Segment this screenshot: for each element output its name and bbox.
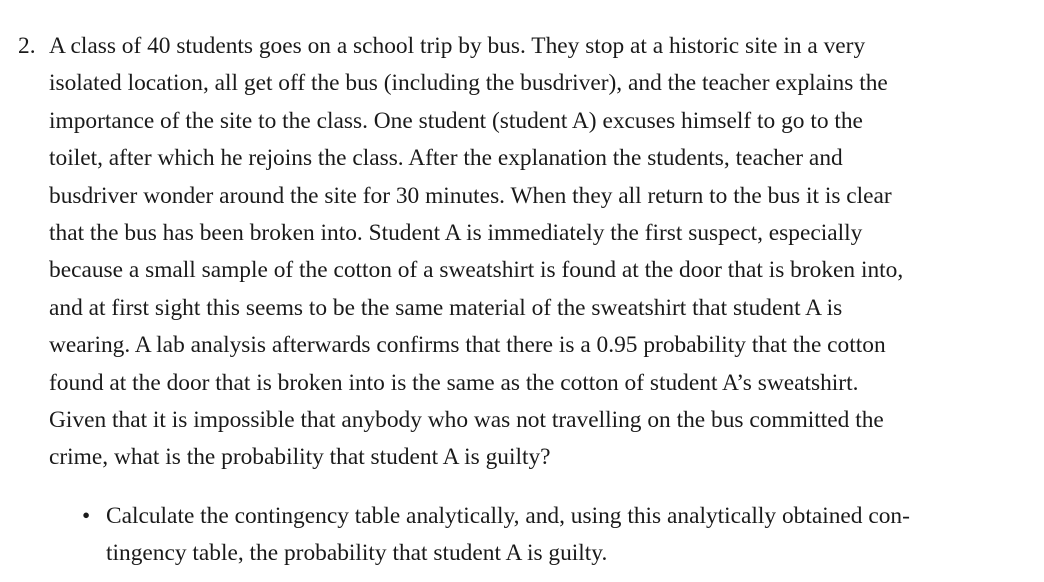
question-2 (18, 28, 1028, 477)
question-number: 2. (18, 33, 36, 59)
question-line: that the bus has been broken into. Student A is immediately the first suspect, especially (49, 220, 863, 247)
question-line: busdriver wonder around the site for 30 minutes. When they all return to the bus it is clear (49, 182, 892, 209)
question-line: and at first sight this seems to be the same material of the sweatshirt that student A is (49, 294, 843, 321)
question-line: found at the door that is broken into is the same as the cotton of student A’s sweatshirt. (49, 369, 859, 396)
task-bullet-list (76, 498, 1026, 573)
bullet-line: Calculate the contingency table analytically, and, using this analytically obtained con- (106, 503, 910, 529)
question-line: because a small sample of the cotton of a sweatshirt is found at the door that is broken into, (49, 257, 904, 284)
question-line: crime, what is the probability that student A is guilty? (49, 444, 551, 471)
question-line: Given that it is impossible that anybody who was not travelling on the bus committed the (49, 407, 884, 434)
question-line: isolated location, all get off the bus (including the busdriver), and the teacher explains the (49, 70, 888, 97)
bullet-icon: • (82, 503, 91, 529)
question-line: importance of the site to the class. One student (student A) excuses himself to go to the (49, 107, 863, 134)
question-line: A class of 40 students goes on a school trip by bus. They stop at a historic site in a very (49, 33, 866, 59)
bullet-text (106, 498, 910, 573)
question-line: toilet, after which he rejoins the class. After the explanation the students, teacher and (49, 145, 843, 172)
question-line: wearing. A lab analysis afterwards confirms that there is a 0.95 probability that the cotton (49, 332, 886, 359)
question-text (49, 28, 1009, 477)
task-bullet-item (76, 498, 1026, 573)
bullet-line: tingency table, the probability that student A is guilty. (106, 540, 608, 567)
